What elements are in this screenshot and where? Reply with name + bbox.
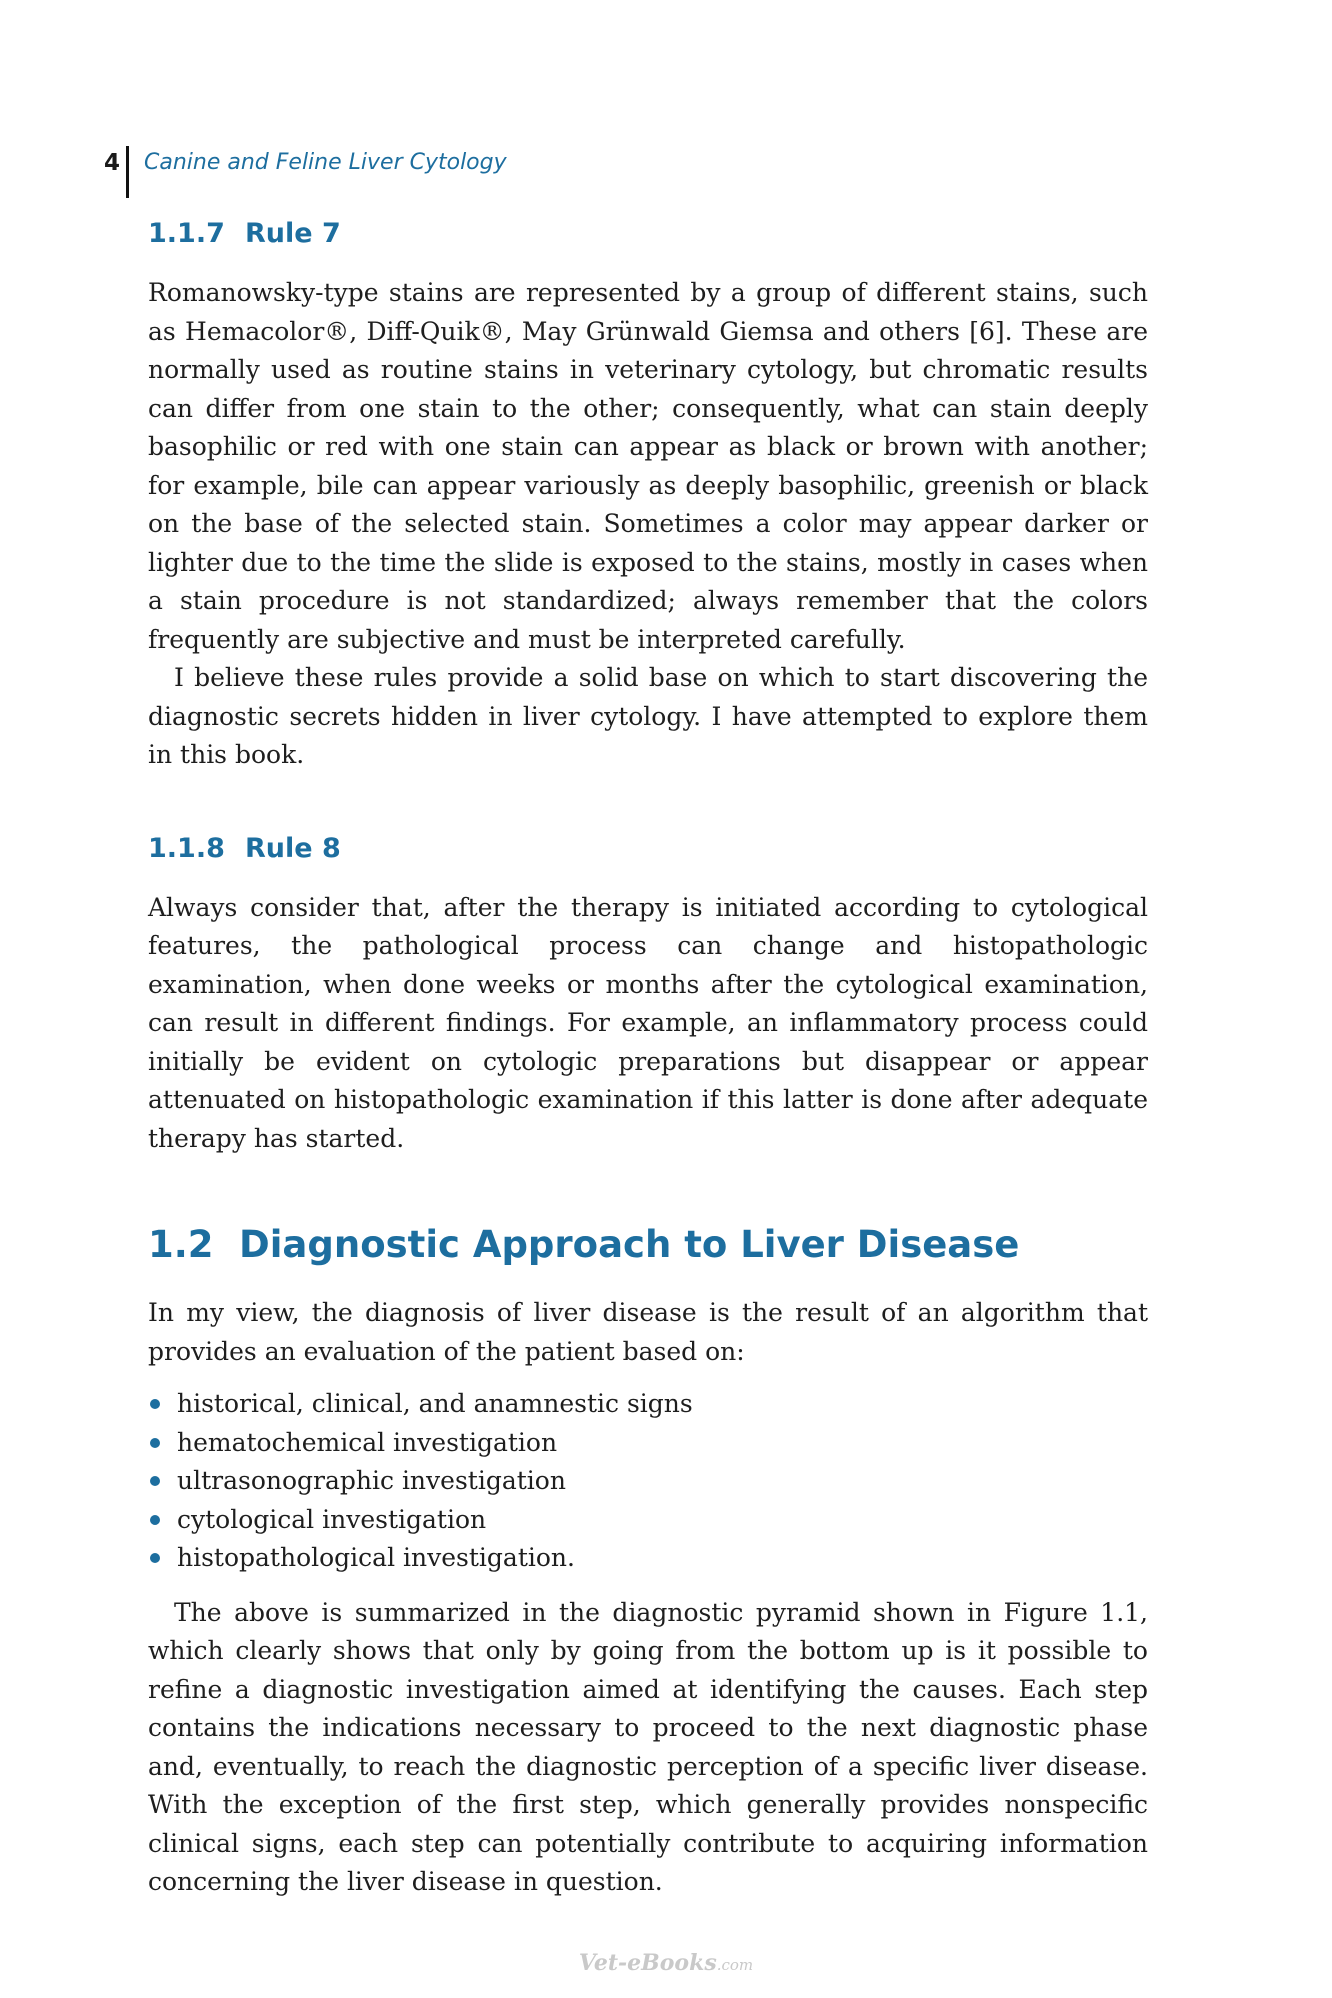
list-item xyxy=(148,1385,1148,1424)
header-divider xyxy=(126,146,129,198)
list-item xyxy=(148,1424,1148,1463)
list-item-text: cytological investigation xyxy=(177,1504,487,1534)
rule8-heading xyxy=(148,829,1148,869)
rule7-number: 1.1.7 xyxy=(148,218,225,249)
list-item-text: histopathological investigation. xyxy=(177,1543,575,1572)
bullet-icon xyxy=(150,1476,160,1486)
section-number: 1.2 xyxy=(148,1223,214,1266)
rule7-paragraph-2: I believe these rules provide a solid base on which to start discovering the diagnostic secrets hidden in liver cytology. I have attempted to explore them in this book. xyxy=(148,663,1148,769)
evaluation-list xyxy=(148,1385,1148,1578)
list-item-text: ultrasonographic investigation xyxy=(177,1466,566,1495)
bullet-icon xyxy=(150,1515,160,1525)
section-closing-paragraph: The above is summarized in the diagnostic pyramid shown in Figure 1.1, which clearly shows that only by going from the bottom up is it possible to refine a diagnostic investigation aimed at identifying the causes. Each step contains the indications necessary to proceed to the next diagnostic phase and, eventually, to reach the diagnostic perception of a specific liver disease. With the exception of the first step, which generally provides nonspecific clinical signs, each step can potentially contribute to acquiring information concerning the liver disease in question. xyxy=(148,1597,1148,1896)
list-item xyxy=(148,1462,1148,1501)
section-heading xyxy=(148,1220,1148,1270)
rule8-number: 1.1.8 xyxy=(148,832,225,864)
watermark-suffix: .com xyxy=(716,1956,754,1974)
section-title: Diagnostic Approach to Liver Disease xyxy=(239,1223,1020,1266)
list-item xyxy=(148,1501,1148,1540)
bullet-icon xyxy=(150,1553,160,1563)
watermark-logo xyxy=(0,1950,1332,1976)
rule7-paragraph-1: Romanowsky-type stains are represented by a group of different stains, such as Hemacolor®, Diff-Quik®, May Grünwald Giemsa and others [6]. These are normally used as routine stains in veterinary cytology, but chromatic results can differ from one stain to the other; consequently, what can stain deeply basophilic or red with one stain can appear as black or brown with another; for example, bile can appear variously as deeply basophilic, greenish or black on the base of the selected stain. Sometimes a color may appear darker or lighter due to the time the slide is exposed to the stains, mostly in cases when a stain procedure is not standardized; always remember that the colors frequently are subjective and must be interpreted carefully. xyxy=(148,278,1148,654)
list-item-text: hematochemical investigation xyxy=(177,1427,558,1457)
list-item xyxy=(148,1539,1148,1578)
page-number: 4 xyxy=(103,150,120,176)
rule7-heading xyxy=(148,214,1148,254)
running-header xyxy=(100,146,507,198)
list-item-text: historical, clinical, and anamnestic signs xyxy=(177,1389,693,1418)
bullet-icon xyxy=(150,1438,160,1448)
running-title: Canine and Feline Liver Cytology xyxy=(144,150,507,175)
watermark-main: Vet-eBooks xyxy=(578,1950,717,1976)
rule8-paragraph: Always consider that, after the therapy is initiated according to cytological features, the pathological process can change and histopathologic examination, when done weeks or months after the cytological examination, can result in different findings. For example, an inflammatory process could initially be evident on cytologic preparations but disappear or appear attenuated on histopathologic examination if this latter is done after adequate therapy has started. xyxy=(148,892,1148,1153)
section-intro-paragraph: In my view, the diagnosis of liver disease is the result of an algorithm that provides an evaluation of the patient based on: xyxy=(148,1298,1148,1366)
bullet-icon xyxy=(150,1399,160,1409)
rule7-title: Rule 7 xyxy=(245,218,341,249)
rule8-title: Rule 8 xyxy=(245,832,341,864)
page-content xyxy=(148,214,1148,1902)
